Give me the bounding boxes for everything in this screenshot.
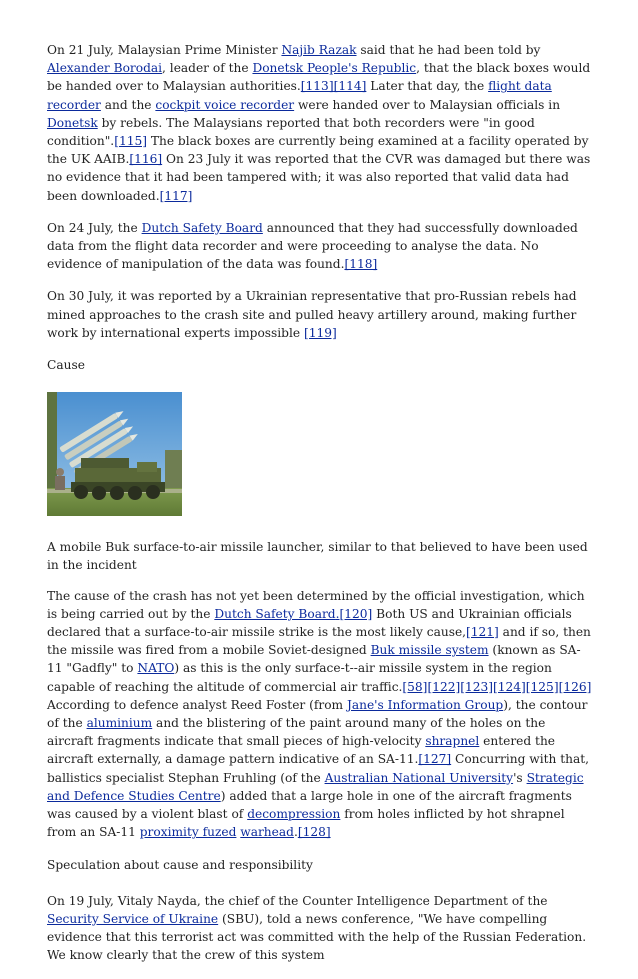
paragraph-black-boxes <box>47 41 595 205</box>
citation-113[interactable]: [113] <box>300 79 334 94</box>
text: On 19 July, Vitaly Nayda, the chief of the Counter Intelligence Department of the <box>47 893 548 908</box>
link-cockpit-voice-recorder[interactable]: cockpit voice recorder <box>155 97 295 112</box>
citation-127[interactable]: [127] <box>418 752 452 767</box>
link-decompression[interactable]: decompression <box>247 807 341 822</box>
link-dutch-safety-board[interactable]: Dutch Safety Board <box>141 220 263 235</box>
link-donetsk[interactable]: Donetsk <box>47 115 98 130</box>
link-dutch-safety-board-2[interactable]: Dutch Safety Board <box>214 606 336 621</box>
citation-118[interactable]: [118] <box>344 257 378 272</box>
text: entered the aircraft externally, a damage pattern indicative of an SA-11. <box>47 734 556 767</box>
link-security-service-of-ukraine[interactable]: Security Service of Ukraine <box>47 911 219 926</box>
link-flight-data-recorder[interactable]: flight data recorder <box>47 79 552 112</box>
text: (known as SA-11 "Gadfly" to <box>47 643 581 676</box>
text: Later that day, the <box>366 79 489 94</box>
text: On 30 July, it was reported by a Ukrainian representative that pro-Russian rebels had mined approaches to the crash site and pulled heavy artillery around, making further work by international experts impossible <box>47 289 577 340</box>
article-page <box>47 41 595 979</box>
link-najib-razak[interactable]: Najib Razak <box>281 43 357 57</box>
paragraph-mined-approaches <box>47 287 595 342</box>
text: The cause of the crash has not yet been determined by the official investigation, which is being carried out by the <box>47 588 585 621</box>
buk-launcher-photo <box>47 392 182 516</box>
citation-123[interactable]: [123] <box>460 679 494 694</box>
link-aluminium[interactable]: aluminium <box>86 716 153 731</box>
link-nato[interactable]: NATO <box>137 661 175 676</box>
text: ), the contour of the <box>47 697 588 731</box>
citation-119[interactable]: [119] <box>303 325 337 340</box>
citation-114[interactable]: [114] <box>333 79 367 94</box>
citation-116[interactable]: [116] <box>129 152 163 167</box>
citation-115[interactable]: [115] <box>114 134 147 149</box>
citation-126[interactable]: [126] <box>558 679 592 694</box>
text: 's <box>513 770 527 785</box>
text: (SBU), told a news conference, "We have compelling evidence that this terrorist act was committed with the help of the Russian Federation. We know clearly that the crew of this system <box>47 911 587 963</box>
citation-128[interactable]: [128] <box>297 825 331 840</box>
text: from holes inflicted by hot shrapnel from an SA-11 <box>47 807 565 840</box>
text: were handed over to Malaysian officials in <box>294 97 561 112</box>
link-strategic-and-defence-studies-centre[interactable]: Strategic and Defence Studies Centre <box>47 770 584 803</box>
link-warhead[interactable]: warhead <box>240 825 294 840</box>
link-shrapnel[interactable]: shrapnel <box>425 734 480 749</box>
text: and the <box>100 97 156 112</box>
link-janes-information-group[interactable]: Jane's Information Group <box>346 697 504 712</box>
text: and the blistering of the paint around many of the holes on the aircraft fragments indicate that small pieces of high-velocity <box>47 716 546 749</box>
text: Both US and Ukrainian officials declared that a surface-to-air missile strike is the most likely cause, <box>47 606 572 640</box>
text: On 24 July, the <box>47 220 142 235</box>
text: and if so, then the missile was fired from a mobile Soviet-designed <box>47 625 591 658</box>
section-heading-speculation: Speculation about cause and responsibility <box>47 857 313 872</box>
text: , that the black boxes would be handed over to Malaysian authorities. <box>47 61 591 94</box>
text: announced that they had successfully downloaded data from the flight data recorder and were proceeding to analyse the data. No evidence of manipulation of the data was found. <box>47 220 578 272</box>
citation-121[interactable]: [121] <box>466 625 499 640</box>
paragraph-cause <box>47 587 595 842</box>
text: Concurring with that, ballistics specialist Stephan Fruhling (of the <box>47 752 590 785</box>
text: . <box>293 825 298 840</box>
citation-120[interactable]: .[120] <box>335 606 373 621</box>
citation-58[interactable]: [58] <box>402 679 428 694</box>
section-heading-cause: Cause <box>47 358 85 373</box>
citation-117[interactable]: [117] <box>159 188 193 203</box>
link-alexander-borodai[interactable]: Alexander Borodai <box>47 61 163 76</box>
link-donetsk-peoples-republic[interactable]: Donetsk People's Republic <box>252 61 417 76</box>
text: said that he had been told by <box>356 43 541 57</box>
text: by rebels. The Malaysians reported that both recorders were "in good condition". <box>47 115 535 149</box>
link-buk-missile-system[interactable]: Buk missile system <box>370 643 489 658</box>
link-australian-national-university[interactable]: Australian National University <box>324 770 514 785</box>
text: On 21 July, Malaysian Prime Minister <box>47 43 282 57</box>
text: According to defence analyst Reed Foster (from <box>47 697 347 712</box>
text: ) added that a large hole in one of the aircraft fragments was caused by a violent blast of <box>47 788 572 822</box>
text: On 23 July it was reported that the CVR was damaged but there was no evidence that it had been tampered with; it was also reported that valid data had been downloaded. <box>47 152 591 203</box>
text: , leader of the <box>162 61 253 76</box>
link-proximity-fuzed[interactable]: proximity fuzed <box>139 825 237 840</box>
citation-125[interactable]: [125] <box>525 679 559 694</box>
paragraph-dutch-safety-board <box>47 219 595 274</box>
citation-122[interactable]: [122] <box>427 679 461 694</box>
citation-124[interactable]: [124] <box>493 679 526 694</box>
text: ) as this is the only surface-t--air missile system in the region capable of reaching the altitude of commercial air traffic. <box>47 661 552 694</box>
photo-caption: A mobile Buk surface-to-air missile launcher, similar to that believed to have been used in the incident <box>47 540 588 573</box>
text: The black boxes are currently being examined at a facility operated by the UK AAIB. <box>47 134 589 167</box>
